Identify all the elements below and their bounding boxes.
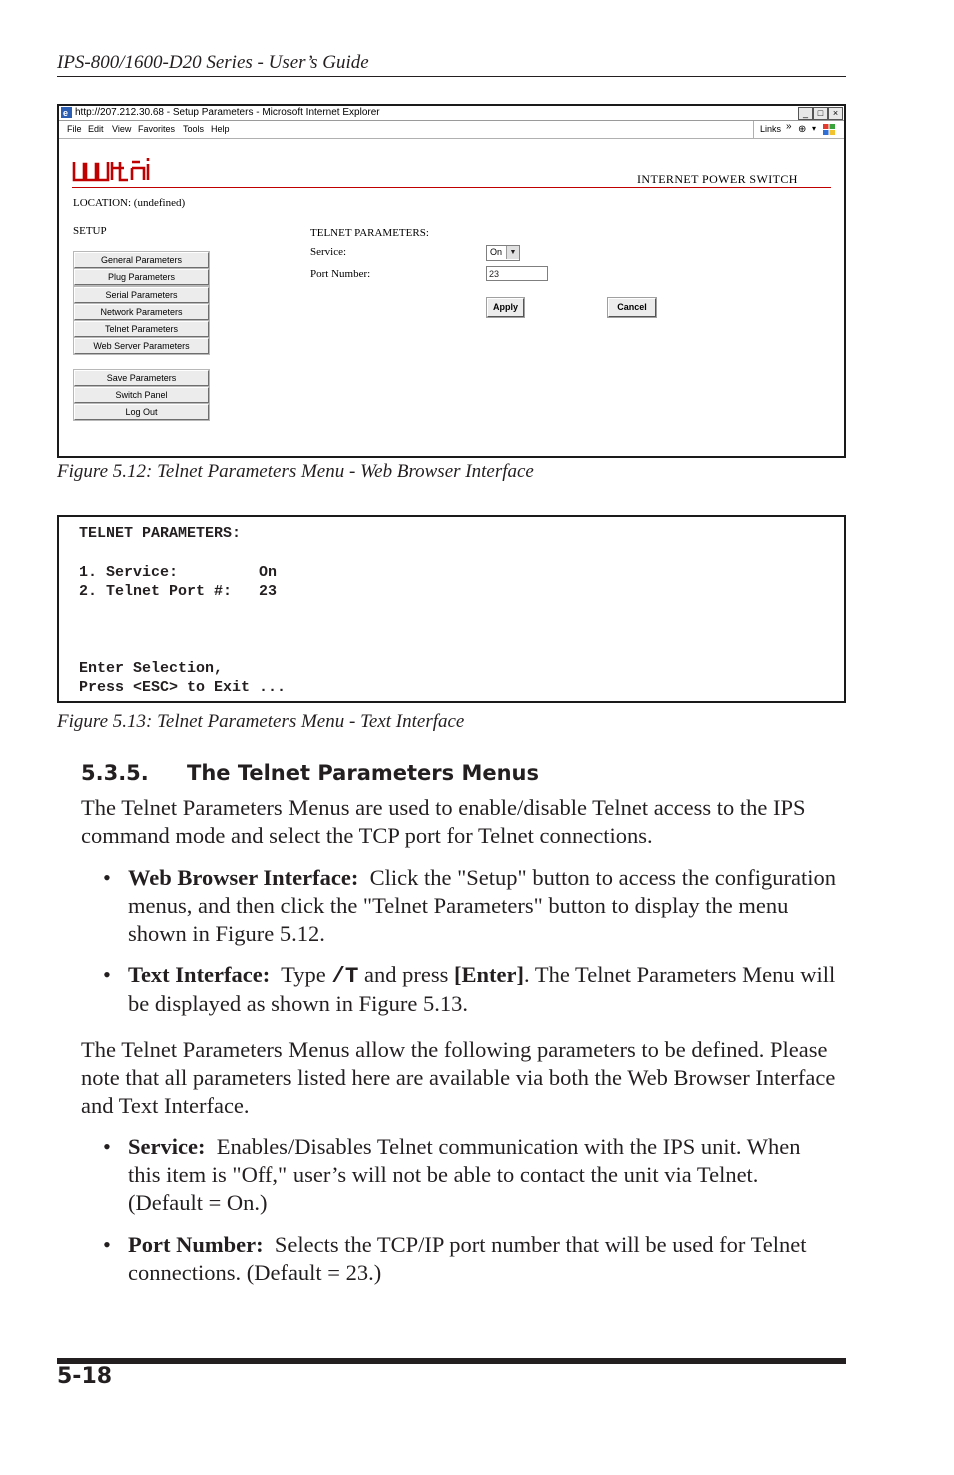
text-interface-terminal — [57, 515, 846, 703]
bullet-text: Enables/Disables Telnet communication with the IPS unit. When this item is "Off," user’s will not be able to contact the unit via Telnet. (Default = On.) — [128, 1134, 801, 1215]
intro-paragraph: The Telnet Parameters Menus are used to enable/disable Telnet access to the IPS command mode and select the TCP port for Telnet connections. — [81, 795, 806, 848]
bullet-text: and press — [364, 962, 449, 987]
bullet-text-interface — [128, 961, 838, 1018]
figure-5-13-caption: Figure 5.13: Telnet Parameters Menu - Text Interface — [57, 711, 465, 732]
title-bar — [59, 106, 844, 121]
menu-edit[interactable]: Edit — [88, 124, 104, 134]
menu-help[interactable]: Help — [211, 124, 230, 134]
location-label: LOCATION: (undefined) — [73, 197, 186, 209]
bullet-service — [128, 1133, 838, 1217]
links-button[interactable]: Links — [760, 124, 782, 134]
bullet-marker: • — [103, 865, 111, 890]
menu-favorites[interactable]: Favorites — [138, 124, 176, 134]
bullet-marker: • — [103, 1134, 111, 1159]
bullet-text: Click the "Setup" button to access the configuration menus, and then click the "Telnet Parameters" button to display the menu shown in Figure 5.12. — [128, 865, 837, 946]
links-toolbar — [753, 121, 845, 138]
bullet-text: Type — [281, 962, 326, 987]
web-server-parameters-button[interactable]: Web Server Parameters — [74, 338, 209, 354]
key-text: [Enter] — [454, 962, 524, 987]
header-divider — [72, 187, 831, 188]
menu-view[interactable]: View — [112, 124, 132, 134]
save-parameters-button[interactable]: Save Parameters — [74, 370, 209, 386]
figure-5-12-caption: Figure 5.12: Telnet Parameters Menu - Web Browser Interface — [57, 461, 534, 482]
terminal-title-line: TELNET PARAMETERS: — [79, 525, 242, 542]
service-label: Service: — [310, 246, 347, 258]
browser-window — [57, 104, 846, 458]
telnet-parameters-button[interactable]: Telnet Parameters — [74, 321, 209, 337]
terminal-exit-line: Press <ESC> to Exit ... — [79, 679, 287, 696]
bullet-web-browser-interface — [128, 864, 838, 948]
terminal-port-line: 2. Telnet Port #: 23 — [79, 583, 278, 600]
product-name: INTERNET POWER SWITCH — [637, 172, 798, 186]
window-title: http://207.212.30.68 - Setup Parameters - Microsoft Internet Explorer — [75, 107, 380, 118]
bullet-marker: • — [103, 962, 111, 987]
service-select-value: On — [490, 247, 503, 257]
minimize-button[interactable]: _ — [798, 107, 813, 120]
header-rule — [57, 76, 846, 77]
bullet-label: Port Number: — [128, 1232, 264, 1257]
bullet-label: Service: — [128, 1134, 206, 1159]
network-parameters-button[interactable]: Network Parameters — [74, 304, 209, 320]
serial-parameters-button[interactable]: Serial Parameters — [74, 287, 209, 303]
bullet-text: . The Telnet Parameters Menu will be displayed as shown in Figure 5.13. — [128, 962, 836, 1016]
command-text: /T — [331, 963, 359, 989]
menu-tools[interactable]: Tools — [183, 124, 205, 134]
switch-panel-button[interactable]: Switch Panel — [74, 387, 209, 403]
links-chevron-icon[interactable]: » — [786, 121, 792, 132]
plug-parameters-button[interactable]: Plug Parameters — [74, 269, 209, 285]
log-out-button[interactable]: Log Out — [74, 404, 209, 420]
section-heading: The Telnet Parameters Menus — [187, 761, 539, 785]
bullet-marker: • — [103, 1232, 111, 1257]
menu-bar — [59, 121, 844, 139]
parameters-paragraph: The Telnet Parameters Menus allow the following parameters to be defined. Please note that all parameters listed here are available via both the Web Browser Interface and Text Interface. — [81, 1037, 836, 1118]
port-number-input[interactable]: 23 — [486, 266, 548, 281]
internet-explorer-icon — [61, 107, 72, 118]
apply-button[interactable]: Apply — [487, 298, 524, 317]
toolbar-tool-icon[interactable]: ⊕ — [798, 124, 807, 135]
dropdown-chevron-icon[interactable]: ▾ — [812, 124, 817, 133]
close-button[interactable]: × — [828, 107, 843, 120]
terminal-service-line: 1. Service: On — [79, 564, 278, 581]
page-number: 5-18 — [57, 1364, 113, 1389]
windows-flag-icon — [822, 123, 836, 136]
menu-file[interactable]: File — [67, 124, 82, 134]
maximize-button[interactable]: □ — [813, 107, 828, 120]
cancel-button[interactable]: Cancel — [608, 298, 656, 317]
dropdown-arrow-icon[interactable]: ▼ — [506, 246, 519, 259]
svg-text:e: e — [63, 108, 69, 118]
terminal-prompt-line: Enter Selection, — [79, 660, 224, 677]
bullet-text: Selects the TCP/IP port number that will be used for Telnet connections. (Default = 23.) — [128, 1232, 807, 1285]
bullet-label: Text Interface: — [128, 962, 271, 987]
bullet-port-number — [128, 1231, 838, 1287]
telnet-parameters-title: TELNET PARAMETERS: — [310, 227, 429, 239]
setup-label: SETUP — [73, 225, 107, 237]
wti-logo — [72, 156, 154, 186]
footer-rule — [57, 1358, 846, 1364]
bullet-label: Web Browser Interface: — [128, 865, 359, 890]
service-select[interactable] — [486, 245, 520, 261]
section-number: 5.3.5. — [81, 761, 149, 785]
running-header: IPS-800/1600-D20 Series - User’s Guide — [57, 52, 369, 73]
port-number-label: Port Number: — [310, 268, 371, 280]
general-parameters-button[interactable]: General Parameters — [74, 252, 209, 268]
